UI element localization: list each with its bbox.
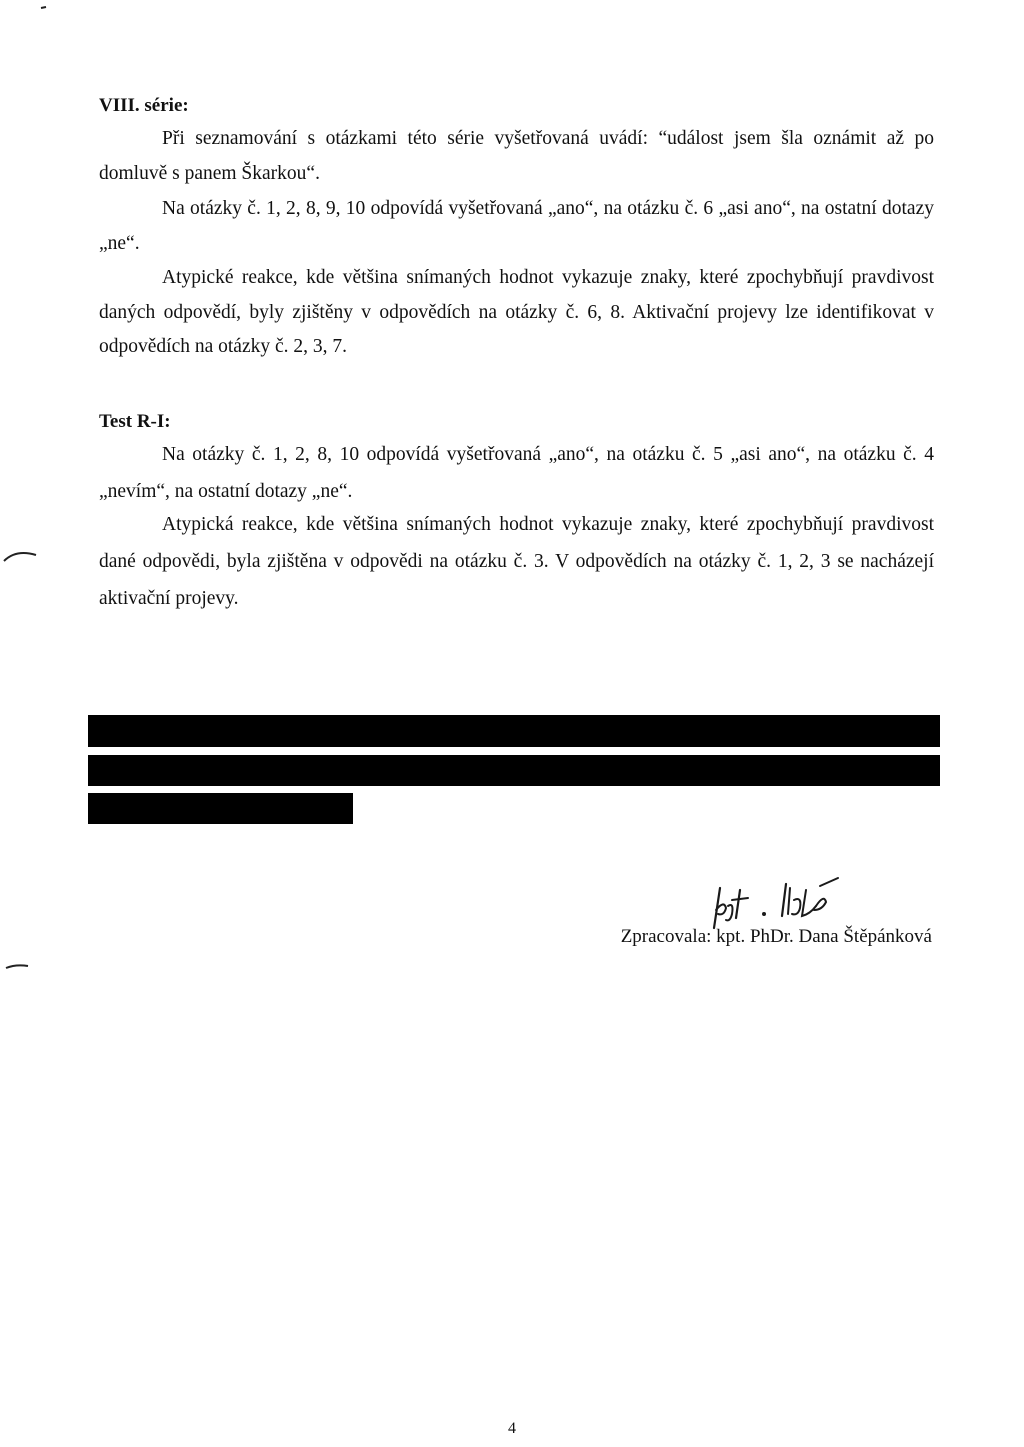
redaction-bar-3 <box>88 793 353 824</box>
section-viii-heading: VIII. série: <box>99 95 189 116</box>
redaction-bar-2 <box>88 755 940 786</box>
scan-mark-left-2 <box>4 960 34 974</box>
page-number: 4 <box>508 1420 516 1437</box>
signature-block <box>580 870 940 960</box>
section-viii-paragraph-3: Atypické reakce, kde většina snímaných hodnot vykazuje znaky, které zpochybňují pravdivost daných odpovědí, byly zjištěny v odpovědích na otázky č. 6, 8. Aktivační projevy lze identifikovat v odpovědích na otázky č. 2, 3, 7. <box>99 267 934 357</box>
redaction-bar-1 <box>88 715 940 747</box>
section-viii-paragraph-1: Při seznamování s otázkami této série vyšetřovaná uvádí: “událost jsem šla oznámit až po domluvě s panem Škarkou“. <box>99 128 934 184</box>
scan-mark-left-1 <box>2 545 42 565</box>
section-ri-paragraph-2: Atypická reakce, kde většina snímaných hodnot vykazuje znaky, které zpochybňují pravdivost dané odpovědi, byla zjištěna v odpovědi na otázku č. 3. V odpovědích na otázky č. 1, 2, 3 se nacházejí aktivační projevy. <box>99 514 934 609</box>
section-ri-heading: Test R-I: <box>99 411 171 432</box>
scan-mark-top <box>40 2 50 12</box>
section-ri-paragraph-1: Na otázky č. 1, 2, 8, 10 odpovídá vyšetřovaná „ano“, na otázku č. 5 „asi ano“, na otázku č. 4 „nevím“, na ostatní dotazy „ne“. <box>99 444 934 502</box>
section-viii-paragraph-2: Na otázky č. 1, 2, 8, 9, 10 odpovídá vyšetřovaná „ano“, na otázku č. 6 „asi ano“, na ostatní dotazy „ne“. <box>99 198 934 254</box>
signature-label: Zpracovala: kpt. PhDr. Dana Štěpánková <box>620 926 932 947</box>
